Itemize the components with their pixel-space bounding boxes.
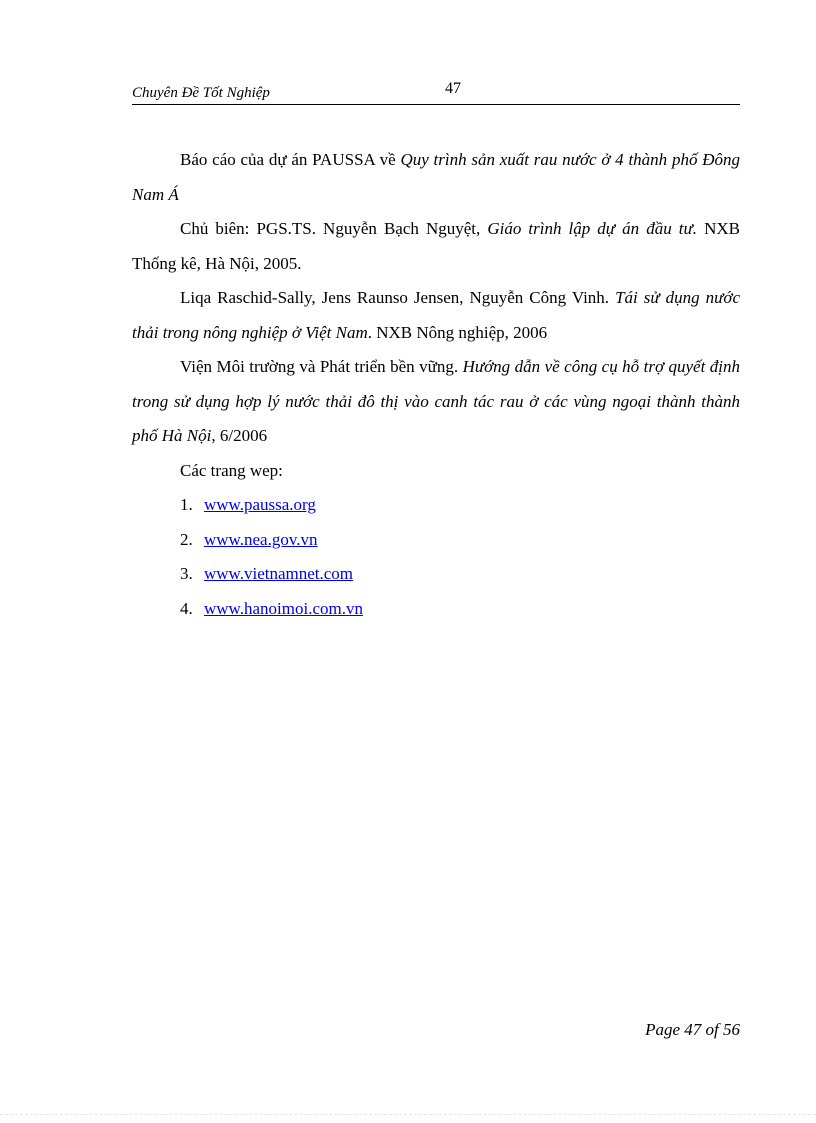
website-link-hanoimoi[interactable]: www.hanoimoi.com.vn: [204, 598, 363, 618]
websites-list: [132, 488, 740, 626]
page-edge-divider: [0, 1114, 816, 1115]
list-number: 4.: [180, 598, 193, 618]
website-link-vietnamnet[interactable]: www.vietnamnet.com: [204, 564, 354, 583]
page-header: [132, 82, 740, 105]
list-number: 3.: [180, 564, 193, 583]
reference-item: Chủ biên: PGS.TS. Nguyễn Bạch Nguyệt, Giáo trình lập dự án đầu tư. NXB Thống kê, Hà Nội, 2005.: [132, 219, 740, 273]
list-item: [132, 592, 740, 627]
page-footer: Page 47 of 56: [645, 1020, 740, 1039]
website-link-nea[interactable]: www.nea.gov.vn: [204, 529, 318, 549]
website-link-paussa[interactable]: www.paussa.org: [204, 495, 316, 514]
reference-item: Báo cáo của dự án PAUSSA về Quy trình sản xuất rau nước ở 4 thành phố Đông Nam Á: [132, 150, 740, 204]
websites-heading: Các trang wep:: [180, 460, 283, 480]
list-item: [132, 523, 740, 558]
list-number: 1.: [180, 495, 193, 514]
document-body: [132, 143, 740, 626]
list-number: 2.: [180, 529, 193, 549]
reference-item: Liqa Raschid-Sally, Jens Raunso Jensen, Nguyễn Công Vinh. Tái sử dụng nước thải trong nông nghiệp ở Việt Nam. NXB Nông nghiệp, 2006: [132, 288, 740, 342]
header-page-number: 47: [445, 80, 461, 97]
list-item: [132, 488, 740, 523]
list-item: [132, 557, 740, 592]
document-title: Chuyên Đề Tốt Nghiệp: [132, 85, 270, 101]
reference-item: Viện Môi trường và Phát triển bền vững. Hướng dẫn về công cụ hỗ trợ quyết định trong sử dụng hợp lý nước thải đô thị vào canh tác rau ở các vùng ngoại thành thành phố Hà Nội, 6/2006: [132, 357, 740, 445]
